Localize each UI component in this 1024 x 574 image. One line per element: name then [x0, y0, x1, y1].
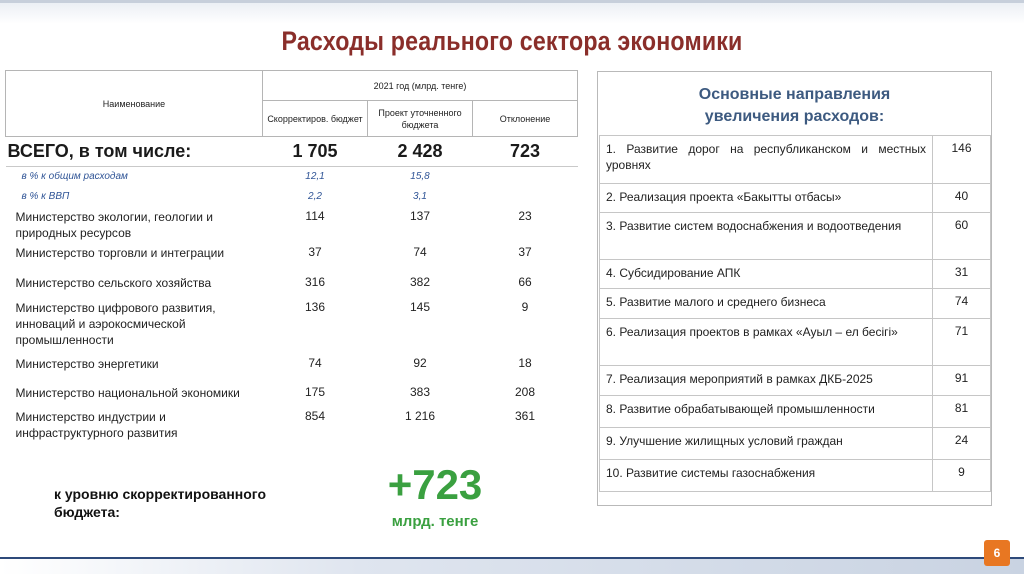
direction-name: 9. Улучшение жилищных условий граждан: [600, 428, 933, 460]
direction-value: 60: [933, 213, 991, 260]
directions-title: [598, 84, 991, 128]
direction-name: 4. Субсидирование АПК: [600, 260, 933, 289]
ministry-draft: 74: [413, 244, 427, 259]
table-row: [6, 243, 578, 273]
ministry-name: Министерство сельского хозяйства: [15, 275, 212, 290]
ministry-draft: 1 216: [404, 408, 436, 423]
ministry-deviation: 23: [518, 208, 532, 223]
ministry-adjusted: 175: [304, 384, 326, 399]
ministry-name: Министерство национальной экономики: [15, 385, 240, 400]
pct-adjusted: 2,2: [308, 191, 322, 202]
header-year: 2021 год (млрд. тенге): [263, 71, 578, 101]
ministry-name: Министерство экологии, геологии и природных ресурсов: [15, 209, 213, 240]
pct-adjusted: 12,1: [305, 171, 325, 183]
pct-label: в % к общим расходам: [21, 171, 128, 183]
ministry-adjusted: 136: [304, 299, 326, 314]
header-name: Наименование: [6, 71, 263, 137]
list-item: [600, 396, 991, 428]
list-item: [600, 136, 991, 184]
summary-label: к уровню скорректированного бюджета:: [54, 486, 267, 520]
ministry-draft: 137: [409, 208, 431, 223]
direction-name: 8. Развитие обрабатывающей промышленности: [600, 396, 933, 428]
ministry-adjusted: 316: [304, 274, 326, 289]
direction-value: 9: [933, 460, 991, 492]
table-row: [6, 207, 578, 243]
ministry-name: Министерство торговли и интеграции: [15, 245, 225, 260]
pct-label: в % к ВВП: [21, 191, 70, 202]
header-draft: Проект уточненного бюджета: [368, 101, 473, 137]
direction-value: 74: [933, 289, 991, 319]
ministry-draft: 92: [413, 355, 427, 370]
ministry-name: Министерство индустрии и инфраструктурного развития: [15, 409, 178, 440]
direction-name: 3. Развитие систем водоснабжения и водоотведения: [600, 213, 933, 260]
pct-draft: 15,8: [410, 171, 430, 183]
directions-title-line2: увеличения расходов:: [704, 108, 885, 125]
direction-name: 6. Реализация проектов в рамках «Ауыл – ел бесігі»: [600, 319, 933, 366]
total-row: [6, 137, 578, 167]
direction-value: 24: [933, 428, 991, 460]
directions-table: [599, 135, 991, 492]
header-adjusted: Скорректиров. бюджет: [263, 101, 368, 137]
list-item: [600, 428, 991, 460]
list-item: [600, 460, 991, 492]
direction-name: 1. Развитие дорог на республиканском и местных уровнях: [600, 136, 933, 184]
ministry-deviation: 18: [518, 355, 532, 370]
ministry-draft: 145: [409, 299, 431, 314]
pct-deviation: [473, 187, 578, 207]
total-draft: 2 428: [368, 137, 473, 167]
ministry-adjusted: 74: [308, 355, 322, 370]
list-item: [600, 260, 991, 289]
direction-value: 31: [933, 260, 991, 289]
direction-value: 40: [933, 184, 991, 213]
header-deviation: Отклонение: [473, 101, 578, 137]
table-row: [6, 298, 578, 354]
page-number-badge: 6: [984, 540, 1010, 566]
table-row: [6, 354, 578, 383]
top-band: [0, 0, 1024, 24]
table-row: [6, 407, 578, 443]
expenses-table: [5, 70, 578, 443]
pct-draft: 3,1: [413, 191, 427, 202]
ministry-deviation: 9: [521, 299, 529, 314]
list-item: [600, 213, 991, 260]
footer-bar: [0, 557, 1024, 574]
ministry-deviation: 37: [518, 244, 532, 259]
total-label: ВСЕГО, в том числе:: [6, 137, 263, 167]
pct-row: [6, 187, 578, 207]
direction-value: 81: [933, 396, 991, 428]
table-row: [6, 383, 578, 407]
ministry-adjusted: 114: [305, 208, 325, 223]
direction-value: 71: [933, 319, 991, 366]
summary-value: +723: [387, 461, 483, 508]
ministry-adjusted: 854: [304, 408, 326, 423]
list-item: [600, 319, 991, 366]
list-item: [600, 184, 991, 213]
list-item: [600, 289, 991, 319]
ministry-name: Министерство цифрового развития, инноваций и аэрокосмической промышленности: [15, 300, 216, 347]
summary-unit: млрд. тенге: [391, 513, 479, 530]
ministry-name: Министерство энергетики: [15, 356, 159, 371]
direction-name: 5. Развитие малого и среднего бизнеса: [600, 289, 933, 319]
table-row: [6, 273, 578, 298]
direction-name: 7. Реализация мероприятий в рамках ДКБ-2025: [600, 366, 933, 396]
list-item: [600, 366, 991, 396]
direction-value: 146: [933, 136, 991, 184]
directions-title-line1: Основные направления: [698, 86, 891, 103]
page-title: Расходы реального сектора экономики: [281, 26, 743, 56]
footer-line: [0, 557, 1024, 559]
direction-value: 91: [933, 366, 991, 396]
ministry-deviation: 208: [514, 384, 536, 399]
ministry-deviation: 361: [514, 408, 536, 423]
total-deviation: 723: [473, 137, 578, 167]
ministry-adjusted: 37: [308, 244, 322, 259]
ministry-deviation: 66: [518, 274, 532, 289]
top-band-line: [0, 0, 1024, 3]
direction-name: 2. Реализация проекта «Бакытты отбасы»: [600, 184, 933, 213]
direction-name: 10. Развитие системы газоснабжения: [600, 460, 933, 492]
ministry-draft: 382: [409, 274, 431, 289]
pct-deviation: [473, 167, 578, 187]
total-adjusted: 1 705: [263, 137, 368, 167]
pct-row: [6, 167, 578, 187]
ministry-draft: 383: [409, 384, 431, 399]
